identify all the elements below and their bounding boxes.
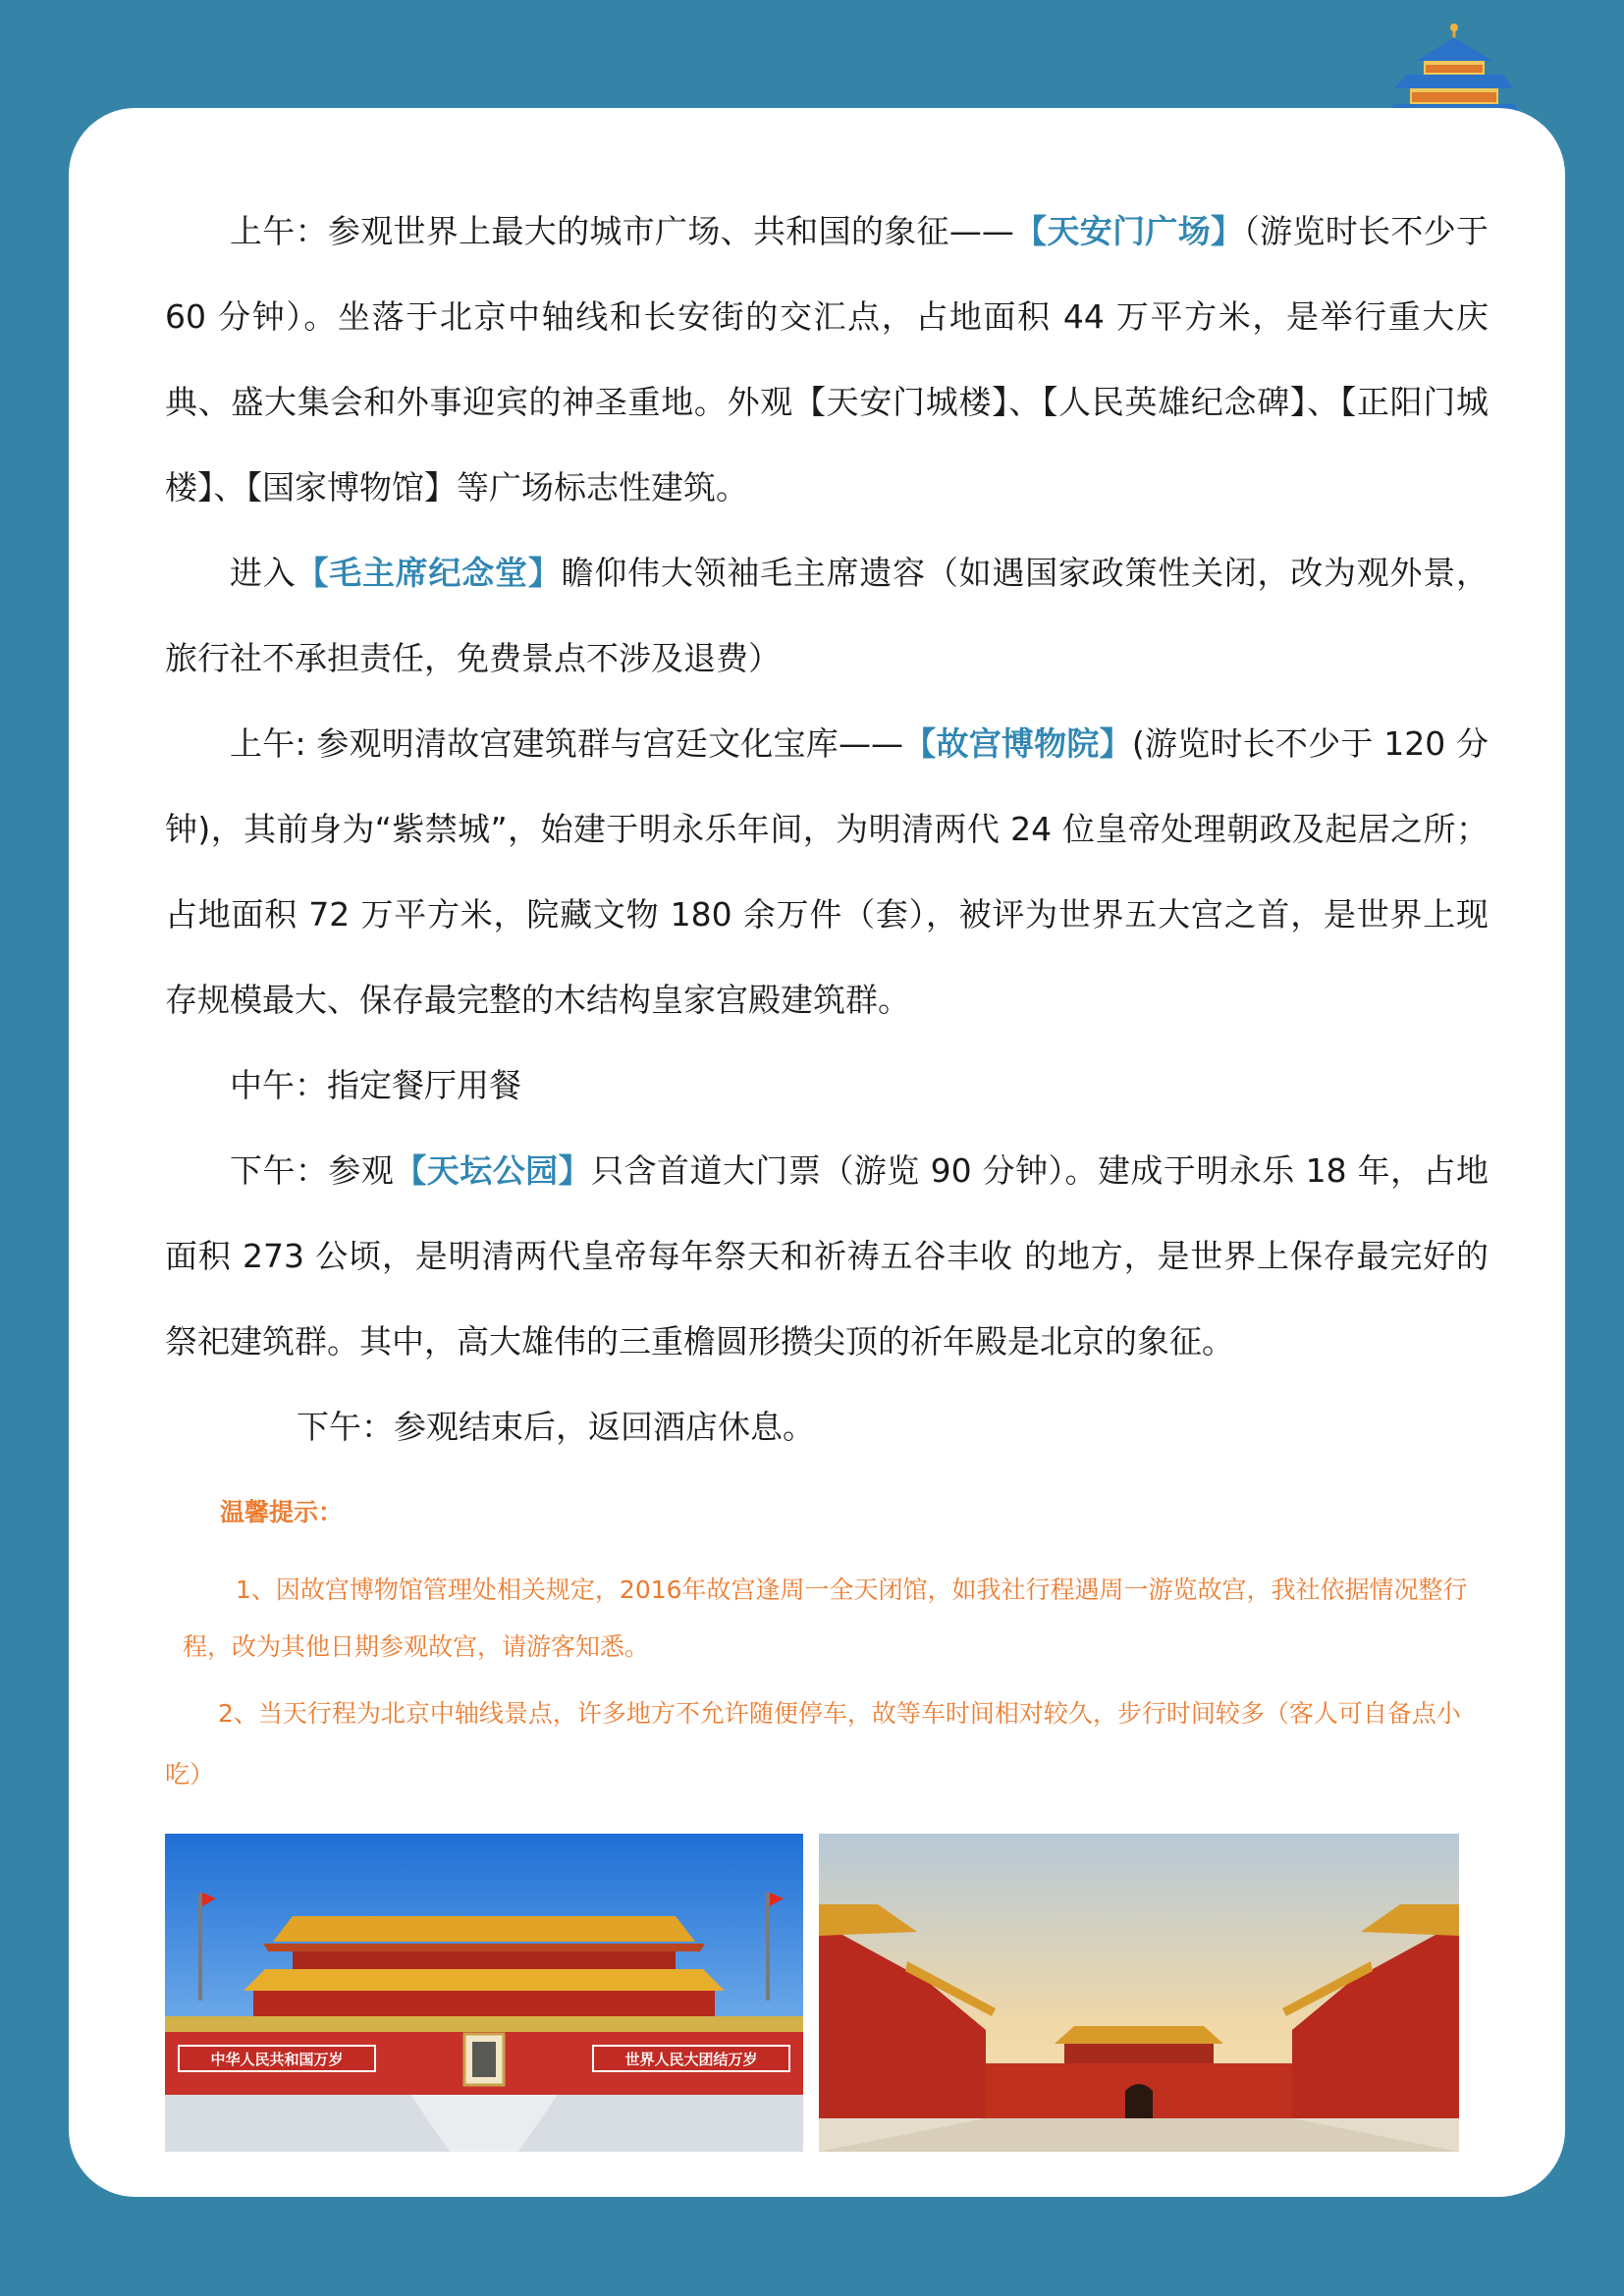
paragraph-lunch: 中午：指定餐厅用餐 — [230, 1066, 521, 1104]
paragraph-forbidden-city — [165, 701, 1489, 1042]
highlight-temple-of-heaven: 【天坛公园】 — [394, 1151, 592, 1190]
paragraph-text: 上午: 参观明清故宫建筑群与宫廷文化宝库—— — [230, 724, 903, 763]
banner-left-text: 中华人民共和国万岁 — [210, 2051, 344, 2068]
photo-tiananmen — [165, 1834, 803, 2152]
paragraph-text: 下午：参观 — [230, 1151, 395, 1190]
highlight-tiananmen-square: 【天安门广场】 — [1013, 212, 1244, 250]
paragraph-temple-of-heaven — [165, 1128, 1489, 1384]
paragraph-text: 瞻仰伟大领袖毛主席遗容（如遇国家政策性关闭，改为观外景，旅行社不承担责任，免费景点不涉及退费） — [165, 554, 1489, 677]
paragraph-text: 进入 — [230, 554, 297, 592]
paragraph-return-hotel: 下午：参观结束后，返回酒店休息。 — [297, 1408, 815, 1446]
tip-item-2: 2、当天行程为北京中轴线景点，许多地方不允许随便停车，故等车时间相对较久，步行时间较多（客人可自备点小吃） — [165, 1699, 1461, 1789]
tips-title: 温馨提示： — [220, 1498, 344, 1526]
paragraph-tiananmen — [165, 188, 1489, 530]
banner-right-text: 世界人民大团结万岁 — [624, 2051, 758, 2068]
paragraph-text: 上午：参观世界上最大的城市广场、共和国的象征—— — [230, 212, 1014, 250]
photo-forbidden-city-meridian-gate — [819, 1834, 1459, 2152]
highlight-mausoleum: 【毛主席纪念堂】 — [296, 554, 562, 592]
paragraph-text: （游览时长不少于 60 分钟）。坐落于北京中轴线和长安街的交汇点，占地面积 44 万平方米，是举行重大庆典、盛大集会和外事迎宾的神圣重地。外观【天安门城楼】、【人民英雄纪念碑】、【正阳门城楼】、【国家博物馆】等广场标志性建筑。 — [165, 212, 1489, 507]
tip-item-1: 1、因故宫博物馆管理处相关规定，2016年故宫逢周一全天闭馆，如我社行程遇周一游览故宫，我社依据情况整行程，改为其他日期参观故宫，请游客知悉。 — [183, 1575, 1468, 1661]
paragraph-mausoleum — [165, 530, 1489, 701]
highlight-palace-museum: 【故宫博物院】 — [903, 724, 1132, 763]
paragraph-text: (游览时长不少于 120 分钟)，其前身为“紫禁城”，始建于明永乐年间，为明清两代 24 位皇帝处理朝政及起居之所；占地面积 72 万平方米，院藏文物 180 余万件（套），被评为世界五大宫之首，是世界上现存规模最大、保存最完整的木结构皇家宫殿建筑群。 — [165, 724, 1489, 1019]
paragraph-text: 只含首道大门票（游览 90 分钟）。建成于明永乐 18 年，占地面积 273 公顷，是明清两代皇帝每年祭天和祈祷五谷丰收 的地方，是世界上保存最完好的祭祀建筑群。其中，高大雄伟的三重檐圆形攒尖顶的祈年殿是北京的象征。 — [165, 1151, 1489, 1361]
itinerary-content — [165, 188, 1489, 1805]
